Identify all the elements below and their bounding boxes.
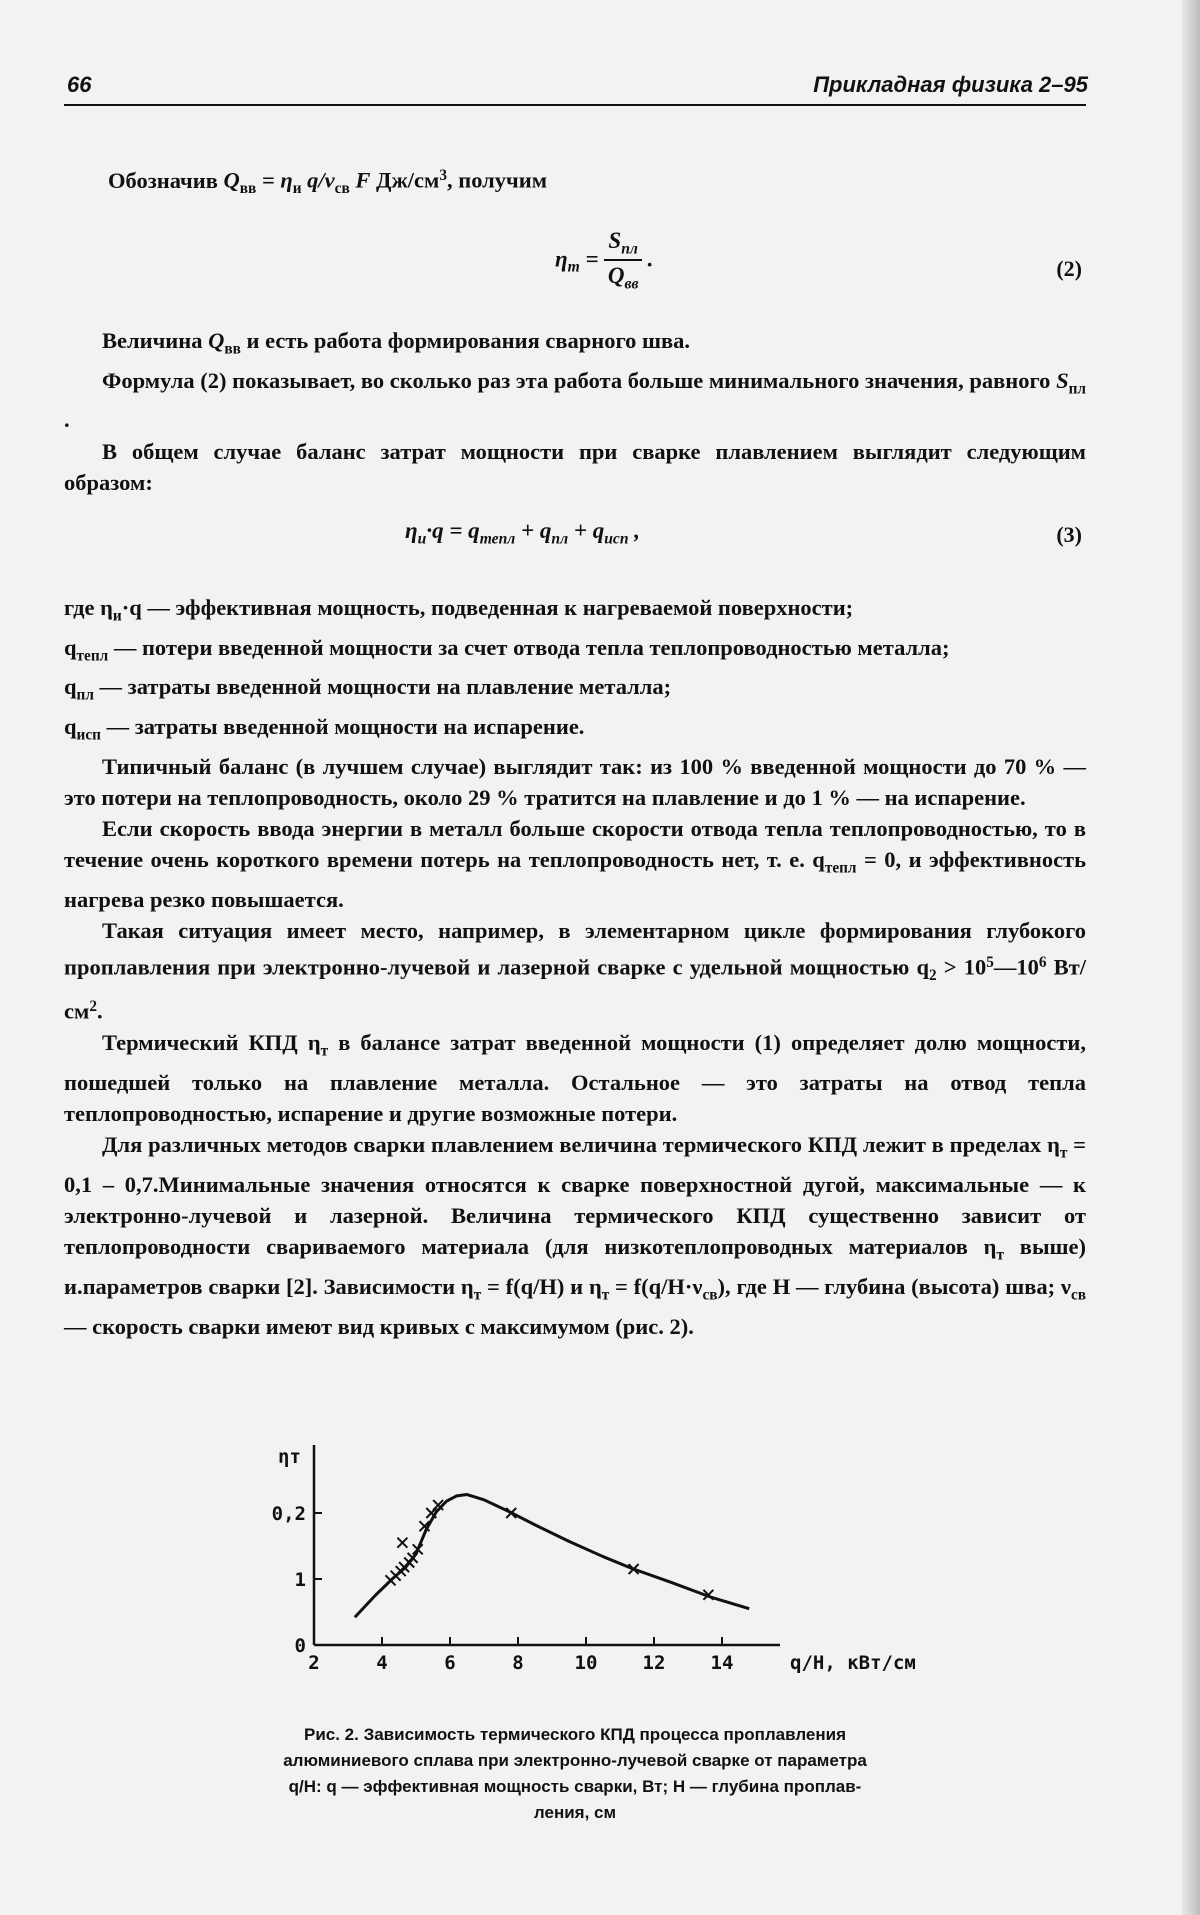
definition: $q_{тепл}$ — потери введенной мощности за счет отвода тепла теплопроводностью металла; xyxy=(64,634,950,664)
data-point-marker xyxy=(408,1553,418,1563)
y-tick-label: 0,2 xyxy=(271,1503,306,1525)
paragraph: Типичный баланс (в лучшем случае) выглядит так: из 100 % введенной мощности до 70 % — это потери на теплопроводность, около 29 % тратится на плавление и до 1 % — на испарение. xyxy=(64,753,1086,810)
data-point-marker xyxy=(397,1538,407,1548)
definition: $q_{исп}$ — затраты введенной мощности на испарение. xyxy=(64,713,585,744)
paragraph: Такая ситуация имеет место, например, в элементарном цикле формирования глубокого проплавления при электронно-лучевой и лазерной сварке с удельной мощностью $q_2$ > $10^5—10^6$ $Вт/см^2$. xyxy=(64,918,1086,1024)
definition: где $\eta_и\cdot q$ — эффективная мощность, подведенная к нагреваемой поверхности; xyxy=(64,595,854,625)
paragraph: В общем случае баланс затрат мощности при сварке плавлением выглядит следующим образом: xyxy=(64,438,1086,495)
equation-3: $\eta_и\cdot q = q_{тепл} + q_{пл} + q_{исп}$ , xyxy=(405,518,641,548)
page-number: 66 xyxy=(67,72,92,97)
y-tick-label: 0 xyxy=(294,1635,306,1657)
y-axis-label: ηт xyxy=(278,1446,301,1468)
definition: $q_{пл}$ — затраты введенной мощности на плавление металла; xyxy=(64,674,672,704)
caption-line: q/H: q — эффективная мощность сварки, Вт; H — глубина проплав- xyxy=(288,1777,862,1796)
paragraph: Формула (2) показывает, во сколько раз эта работа больше минимального значения, равного $S_{пл}$ . xyxy=(64,367,1086,433)
x-tick-label: 12 xyxy=(642,1652,666,1674)
paragraph: Термический КПД $\eta_т$ в балансе затрат введенной мощности (1) определяет долю мощности, пошедшей только на плавление металла. Остальное — это затраты на отвод тепла теплопроводностью, испарение и другие возможные потери. xyxy=(64,1029,1086,1126)
equation-2-number: (2) xyxy=(1056,256,1082,281)
x-axis-label: q/H, кВт/см xyxy=(790,1652,916,1674)
x-tick-label: 10 xyxy=(574,1652,598,1674)
caption-line: алюминиевого сплава при электронно-лучевой сварке от параметра xyxy=(283,1751,867,1770)
paragraph: Для различных методов сварки плавлением величина термического КПД лежит в пределах $\eta_т = 0,1$ – 0,7.Минимальные значения относятся к сварке поверхностной дугой, максимальные — к электронно-лучевой и лазерной. Величина термического КПД существенно зависит от теплопроводности свариваемого материала (для низкотеплопроводных материалов $\eta_т$ выше) и.параметров сварки [2]. Зависимости $\eta_т = f(q/H)$ и $\eta_т = f(q/H\cdot\nu_{св})$, где H — глубина (высота) шва; $\nu_{св}$ — скорость сварки имеют вид кривых с максимумом (рис. 2). xyxy=(64,1132,1087,1339)
paragraph: Если скорость ввода энергии в металл больше скорости отвода тепла теплопроводностью, то в течение очень короткого времени потерь на теплопроводность нет, т. е. $q_{тепл} = 0$, и эффективность нагрева резко повышается. xyxy=(64,816,1087,913)
caption-line: ления, см xyxy=(533,1803,617,1822)
x-tick-label: 6 xyxy=(444,1652,456,1674)
caption-line: Рис. 2. Зависимость термического КПД процесса проплавления xyxy=(303,1725,847,1744)
x-tick-label: 8 xyxy=(512,1652,524,1674)
equation-2: $\eta_т$ = $\frac{S_{пл}}{Q_{вв}}$ . xyxy=(555,228,654,293)
x-tick-label: 14 xyxy=(710,1652,734,1674)
x-tick-label: 2 xyxy=(308,1652,320,1674)
equation-3-number: (3) xyxy=(1056,522,1082,547)
figure-caption xyxy=(225,1722,925,1826)
fraction: $\frac{S_{пл}}{Q_{вв}}$ xyxy=(604,228,642,294)
x-tick-label: 4 xyxy=(376,1652,388,1674)
running-header: Прикладная физика 2–95 xyxy=(813,72,1088,97)
intro-line: Обозначив $Q_{вв} = \eta_и$ $q/\nu_{св}$ F $Дж/см^3$, получим xyxy=(108,167,548,197)
y-tick-label: 1 xyxy=(294,1569,306,1591)
paragraph: Величина $Q_{вв}$ и есть работа формирования сварного шва. xyxy=(102,328,691,358)
